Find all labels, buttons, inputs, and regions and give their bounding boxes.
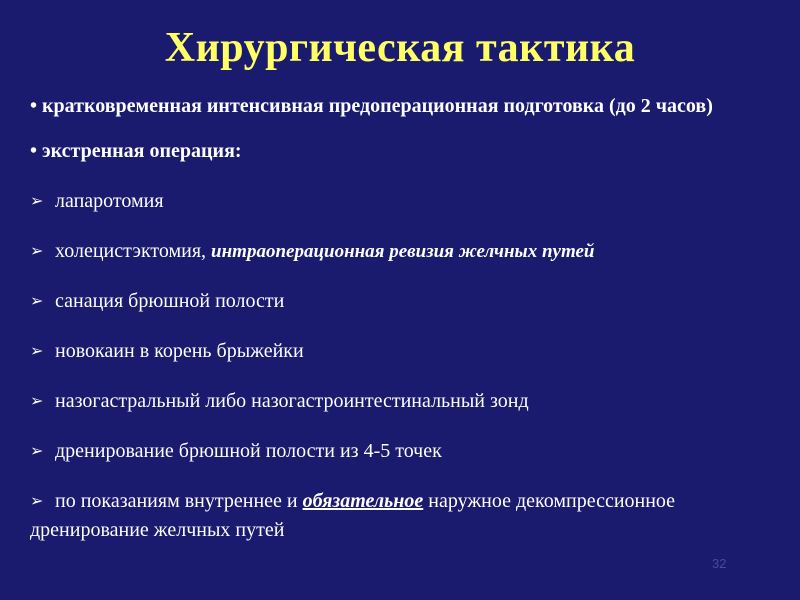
arrow-item-text: холецистэктомия, [50,240,212,262]
bullet-item-preop [30,92,770,121]
page-number: 32 [712,556,727,571]
arrow-item-drainage [30,436,770,466]
arrow-item-bile-drainage [30,486,770,545]
arrow-item-laparotomy [30,186,770,216]
arrow-item-cholecystectomy [30,236,770,266]
arrow-item-text: новокаин в корень брыжейки [50,340,304,362]
arrow-item-text: санация брюшной полости [50,290,285,312]
arrow-item-text: дренирование брюшной полости из 4-5 точек [50,440,442,462]
arrow-item-emphasis: обязательное [302,490,424,512]
bullet-text: экстренная операция: [37,140,242,162]
arrow-item-text: назогастральный либо назогастроинтестинальный зонд [50,390,529,412]
arrow-item-probe [30,386,770,416]
bullet-marker: • [30,95,38,117]
arrow-bullet-icon: ➢ [30,341,44,360]
arrow-item-text-after: наружное декомпрессионное дренирование желчных путей [30,490,676,541]
slide-content [30,92,770,545]
arrow-bullet-icon: ➢ [30,291,44,310]
arrow-bullet-icon: ➢ [30,241,44,260]
arrow-item-sanation [30,286,770,316]
slide-title: Хирургическая тактика [164,25,636,71]
arrow-bullet-icon: ➢ [30,391,44,410]
bullet-text: кратковременная интенсивная предоперационная подготовка (до 2 часов) [37,95,713,117]
bullet-item-emergency-op [30,137,770,166]
arrow-item-text: по показаниям внутреннее и [50,490,303,512]
bullet-marker: • [30,140,38,162]
arrow-item-novocaine [30,336,770,366]
arrow-bullet-icon: ➢ [30,191,44,210]
arrow-bullet-icon: ➢ [30,491,44,510]
arrow-bullet-icon: ➢ [30,441,44,460]
arrow-item-emphasis: интраоперационная ревизия желчных путей [211,241,595,262]
arrow-item-text: лапаротомия [50,190,164,212]
